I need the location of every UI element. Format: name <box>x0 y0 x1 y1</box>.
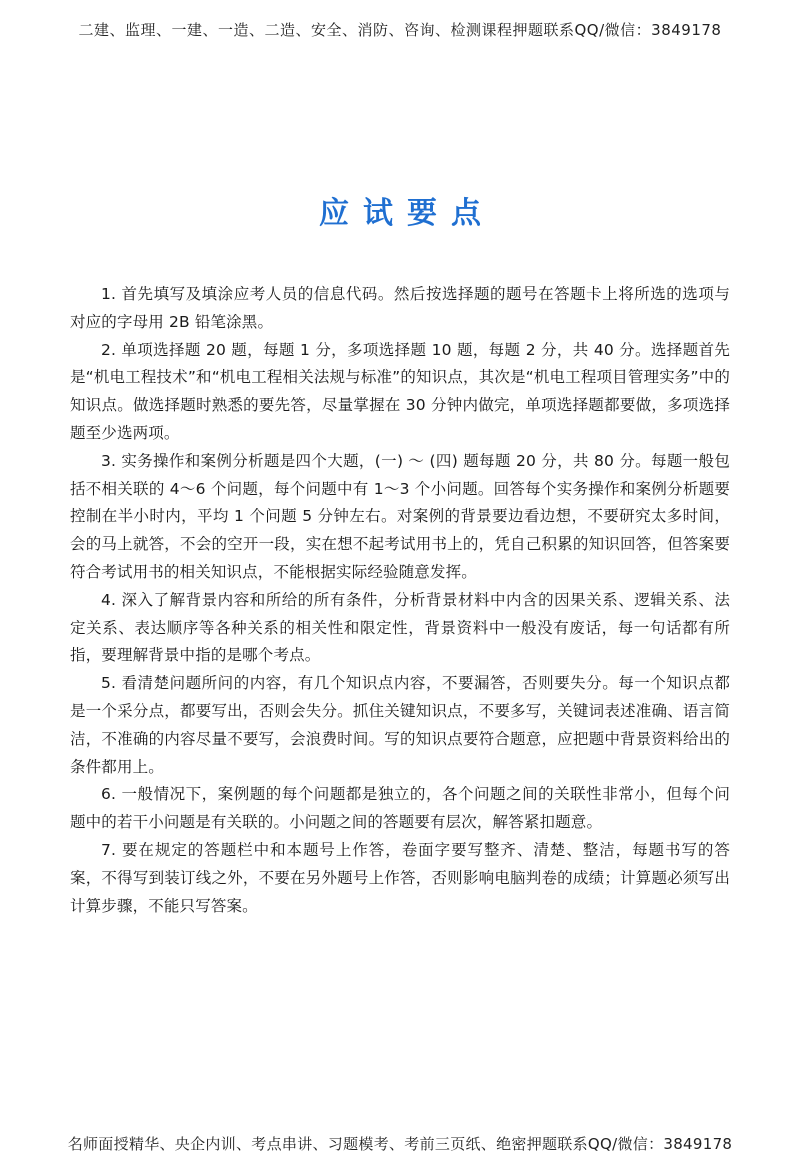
header-banner: 二建、监理、一建、一造、二造、安全、消防、咨询、检测课程押题联系QQ/微信：3849178 <box>78 21 722 39</box>
paragraph-2: 2. 单项选择题 20 题，每题 1 分，多项选择题 10 题，每题 2 分，共 40 分。选择题首先是“机电工程技术”和“机电工程相关法规与标准”的知识点，其次是“机电工程项目管理实务”中的知识点。做选择题时熟悉的要先答，尽量掌握在 30 分钟内做完，单项选择题都要做，多项选择题至少选两项。 <box>70 340 730 442</box>
paragraph-5: 5. 看清楚问题所问的内容，有几个知识点内容，不要漏答，否则要失分。每一个知识点都是一个采分点，都要写出，否则会失分。抓住关键知识点，不要多写，关键词表述准确、语言简洁，不准确的内容尽量不要写，会浪费时间。写的知识点要符合题意，应把题中背景资料给出的条件都用上。 <box>70 674 730 776</box>
document-body <box>70 281 730 920</box>
paragraph-7: 7. 要在规定的答题栏中和本题号上作答，卷面字要写整齐、清楚、整洁，每题书写的答案，不得写到装订线之外，不要在另外题号上作答，否则影响电脑判卷的成绩；计算题必须写出计算步骤，不能只写答案。 <box>70 840 730 915</box>
paragraph-6: 6. 一般情况下，案例题的每个问题都是独立的，各个问题之间的关联性非常小，但每个问题中的若干小问题是有关联的。小问题之间的答题要有层次，解答紧扣题意。 <box>70 785 730 832</box>
paragraph-4: 4. 深入了解背景内容和所给的所有条件，分析背景材料中内含的因果关系、逻辑关系、法定关系、表达顺序等各种关系的相关性和限定性，背景资料中一般没有废话，每一句话都有所指，要理解背景中指的是哪个考点。 <box>70 590 730 665</box>
page-title: 应试要点 <box>319 196 495 231</box>
footer-banner: 名师面授精华、央企内训、考点串讲、习题模考、考前三页纸、绝密押题联系QQ/微信：3849178 <box>67 1135 733 1153</box>
paragraph-3: 3. 实务操作和案例分析题是四个大题，(一) ～ (四) 题每题 20 分，共 80 分。每题一般包括不相关联的 4～6 个问题，每个问题中有 1～3 个小问题。回答每个实务操作和案例分析题要控制在半小时内，平均 1 个问题 5 分钟左右。对案例的背景要边看边想，不要研究太多时间，会的马上就答，不会的空开一段，实在想不起考试用书上的，凭自己积累的知识回答，但答案要符合考试用书的相关知识点，不能根据实际经验随意发挥。 <box>70 451 730 581</box>
paragraph-1: 1. 首先填写及填涂应考人员的信息代码。然后按选择题的题号在答题卡上将所选的选项与对应的字母用 2B 铅笔涂黑。 <box>70 285 730 331</box>
